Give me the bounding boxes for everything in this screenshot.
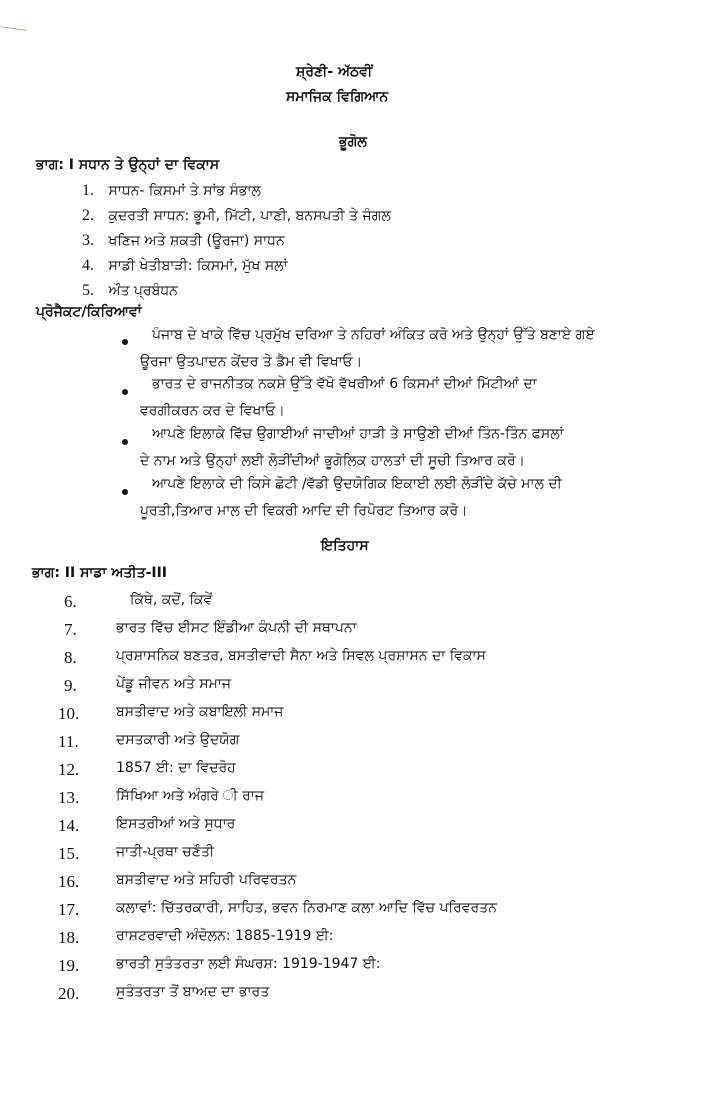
item-text: ਰਾਸ਼ਟਰਵਾਦੀ ਅੰਦੋਲਨ: 1885-1919 ਈ:: [116, 928, 334, 944]
item-text: ਸਾਡੀ ਖੇਤੀਬਾੜੀ: ਕਿਸਮਾਂ, ਮੁੱਖ ਸਲਾਂ: [108, 258, 288, 274]
bullet-line: ਆਪਣੇ ਇਲਾਕੇ ਵਿੱਚ ਉਗਾਈਆਂ ਜਾਦੀਆਂ ਹਾੜੀ ਤੇ ਸਾਉਣੀ ਦੀਆਂ ਤਿੰਨ-ਤਿੰਨ ਫਸਲਾਂ: [152, 426, 564, 442]
item-number: 15.: [58, 844, 80, 863]
item-number: 17.: [58, 900, 80, 919]
item-text: ਕੁਦਰਤੀ ਸਾਧਨ: ਭੂਮੀ, ਮਿੱਟੀ, ਪਾਣੀ, ਬਨਸਪਤੀ ਤੇ ਜੰਗਲ: [108, 208, 391, 224]
item-number: 20.: [58, 984, 80, 1003]
geography-item: [82, 182, 261, 200]
item-number: 2.: [82, 207, 94, 224]
bullet-line: ਊਰਜਾ ਉਤਪਾਦਨ ਕੇਂਦਰ ਤੇ ਡੈਮ ਵੀ ਵਿਖਾਓ।: [140, 354, 363, 370]
item-text: ਬਸਤੀਵਾਦ ਅਤੇ ਸ਼ਹਿਰੀ ਪਰਿਵਰਤਨ: [116, 872, 297, 888]
item-number: 13.: [58, 788, 80, 807]
bullet-dot: [122, 489, 128, 495]
item-text: ਕਲਾਵਾਂ: ਚਿੱਤਰਕਾਰੀ, ਸਾਹਿਤ, ਭਵਨ ਨਿਰਮਾਣ ਕਲਾ ਆਦਿ ਵਿੱਚ ਪਰਿਵਰਤਨ: [116, 900, 497, 916]
item-text: ਪੇਂਡੂ ਜੀਵਨ ਅਤੇ ਸਮਾਜ: [116, 676, 232, 692]
item-text: ਕਿੱਥੇ, ਕਦੋਂ, ਕਿਵੇਂ: [130, 592, 213, 608]
class-title: ਸ਼੍ਰੇਣੀ- ਅੱਠਵੀਂ: [296, 64, 373, 80]
item-number: 3.: [82, 232, 94, 249]
item-text: ਇਸਤਰੀਆਂ ਅਤੇ ਸੁਧਾਰ: [116, 816, 236, 832]
item-text: ਪ੍ਰਸ਼ਾਸਨਿਕ ਬਣਤਰ, ਬਸਤੀਵਾਦੀ ਸੈਨਾ ਅਤੇ ਸਿਵਲ ਪ੍ਰਸ਼ਾਸਨ ਦਾ ਵਿਕਾਸ: [116, 648, 486, 664]
item-text: ਸਾਧਨ- ਕਿਸਮਾਂ ਤੇ ਸਾਂਭ ਸੰਭਾਲ: [108, 183, 261, 199]
bullet-dot: [122, 439, 128, 445]
item-number: 5.: [82, 282, 94, 299]
item-text: ਭਾਰਤੀ ਸੁਤੰਤਰਤਾ ਲਈ ਸੰਘਰਸ਼: 1919-1947 ਈ:: [116, 956, 381, 972]
item-text: ਔਤ ਪ੍ਰਬੰਧਨ: [108, 283, 178, 299]
item-number: 8.: [64, 648, 77, 667]
bullet-dot: [122, 389, 128, 395]
geography-item: [82, 257, 288, 275]
item-number: 18.: [58, 928, 80, 947]
history-part-label: ਭਾਗ: II ਸਾਡਾ ਅਤੀਤ-III: [32, 565, 168, 581]
project-label: ਪ੍ਰੋਜੈਕਟ/ਕਿਰਿਆਵਾਂ: [36, 304, 142, 320]
item-number: 11.: [58, 732, 79, 751]
bullet-line: ਦੇ ਨਾਮ ਅਤੇ ਉਨ੍ਹਾਂ ਲਈ ਲੋੜੀਂਦੀਆਂ ਭੂਗੋਲਿਕ ਹਾਲਤਾਂ ਦੀ ਸੂਚੀ ਤਿਆਰ ਕਰੋ।: [140, 453, 525, 469]
item-text: ਸਿੱਖਿਆ ਅਤੇ ਅੰਗਰੇ ੀ ਰਾਜ: [116, 788, 265, 804]
item-number: 10.: [58, 704, 80, 723]
item-text: ਦਸਤਕਾਰੀ ਅਤੇ ਉਦਯੋਗ: [116, 732, 240, 748]
item-number: 19.: [58, 956, 80, 975]
item-number: 9.: [64, 676, 77, 695]
item-number: 12.: [58, 760, 80, 779]
bullet-dot: [122, 339, 128, 345]
item-text: ਜਾਤੀ-ਪ੍ਰਥਾ ਚਣੌਤੀ: [116, 844, 215, 860]
geography-part-label: ਭਾਗ: I ਸਧਾਨ ਤੇ ਉਨ੍ਹਾਂ ਦਾ ਵਿਕਾਸ: [36, 157, 220, 173]
item-number: 6.: [64, 592, 77, 611]
bullet-line: ਵਰਗੀਕਰਨ ਕਰ ਦੇ ਵਿਖਾਓ।: [140, 403, 285, 419]
geography-item: [82, 232, 285, 250]
geography-heading: ਭੂਗੋਲ: [339, 134, 367, 150]
item-text: ਬਸਤੀਵਾਦ ਅਤੇ ਕਬਾਇਲੀ ਸਮਾਜ: [116, 704, 284, 720]
geography-item: [82, 207, 391, 225]
item-number: 7.: [64, 620, 77, 639]
geography-item: [82, 282, 178, 300]
item-number: 1.: [82, 182, 94, 199]
item-text: ਖਣਿਜ ਅਤੇ ਸ਼ਕਤੀ (ਊਰਜਾ) ਸਾਧਨ: [108, 233, 285, 249]
item-text: 1857 ਈ: ਦਾ ਵਿਦਰੋਹ: [116, 760, 236, 776]
bullet-line: ਆਪਣੇ ਇਲਾਕੇ ਦੀ ਕਿਸੇ ਛੋਟੀ /ਵੱਡੀ ਉਦਯੋਗਿਕ ਇਕਾਈ ਲਈ ਲੋੜੀਂਦੇ ਕੱਚੇ ਮਾਲ ਦੀ: [152, 476, 562, 492]
bullet-line: ਪੰਜਾਬ ਦੇ ਖਾਕੇ ਵਿੱਚ ਪ੍ਰਮੁੱਖ ਦਰਿਆ ਤੇ ਨਹਿਰਾਂ ਅੰਕਿਤ ਕਰੋ ਅਤੇ ਉਨ੍ਹਾਂ ਉੱਤੇ ਬਣਾਏ ਗਏ: [152, 327, 595, 343]
subject-title: ਸਮਾਜਿਕ ਵਿਗਿਆਨ: [286, 89, 389, 105]
bullet-line: ਪੂਰਤੀ,ਤਿਆਰ ਮਾਲ ਦੀ ਵਿਕਰੀ ਆਦਿ ਦੀ ਰਿਪੋਰਟ ਤਿਆਰ ਕਰੋ।: [140, 503, 468, 519]
item-text: ਭਾਰਤ ਵਿੱਚ ਈਸਟ ਇੰਡੀਆ ਕੰਪਨੀ ਦੀ ਸਥਾਪਨਾ: [116, 620, 357, 636]
bullet-line: ਭਾਰਤ ਦੇ ਰਾਜਨੀਤਕ ਨਕਸ਼ੇ ਉੱਤੇ ਵੱਖੋ ਵੱਖਰੀਆਂ 6 ਕਿਸਮਾਂ ਦੀਆਂ ਮਿੱਟੀਆਂ ਦਾ: [152, 376, 537, 392]
item-number: 14.: [58, 816, 80, 835]
page-corner-mark: [0, 26, 27, 41]
history-heading: ਇਤਿਹਾਸ: [321, 538, 369, 554]
item-text: ਸੁਤੰਤਰਤਾ ਤੋਂ ਬਾਅਦ ਦਾ ਭਾਰਤ: [116, 984, 270, 1000]
item-number: 16.: [58, 872, 80, 891]
item-number: 4.: [82, 257, 94, 274]
